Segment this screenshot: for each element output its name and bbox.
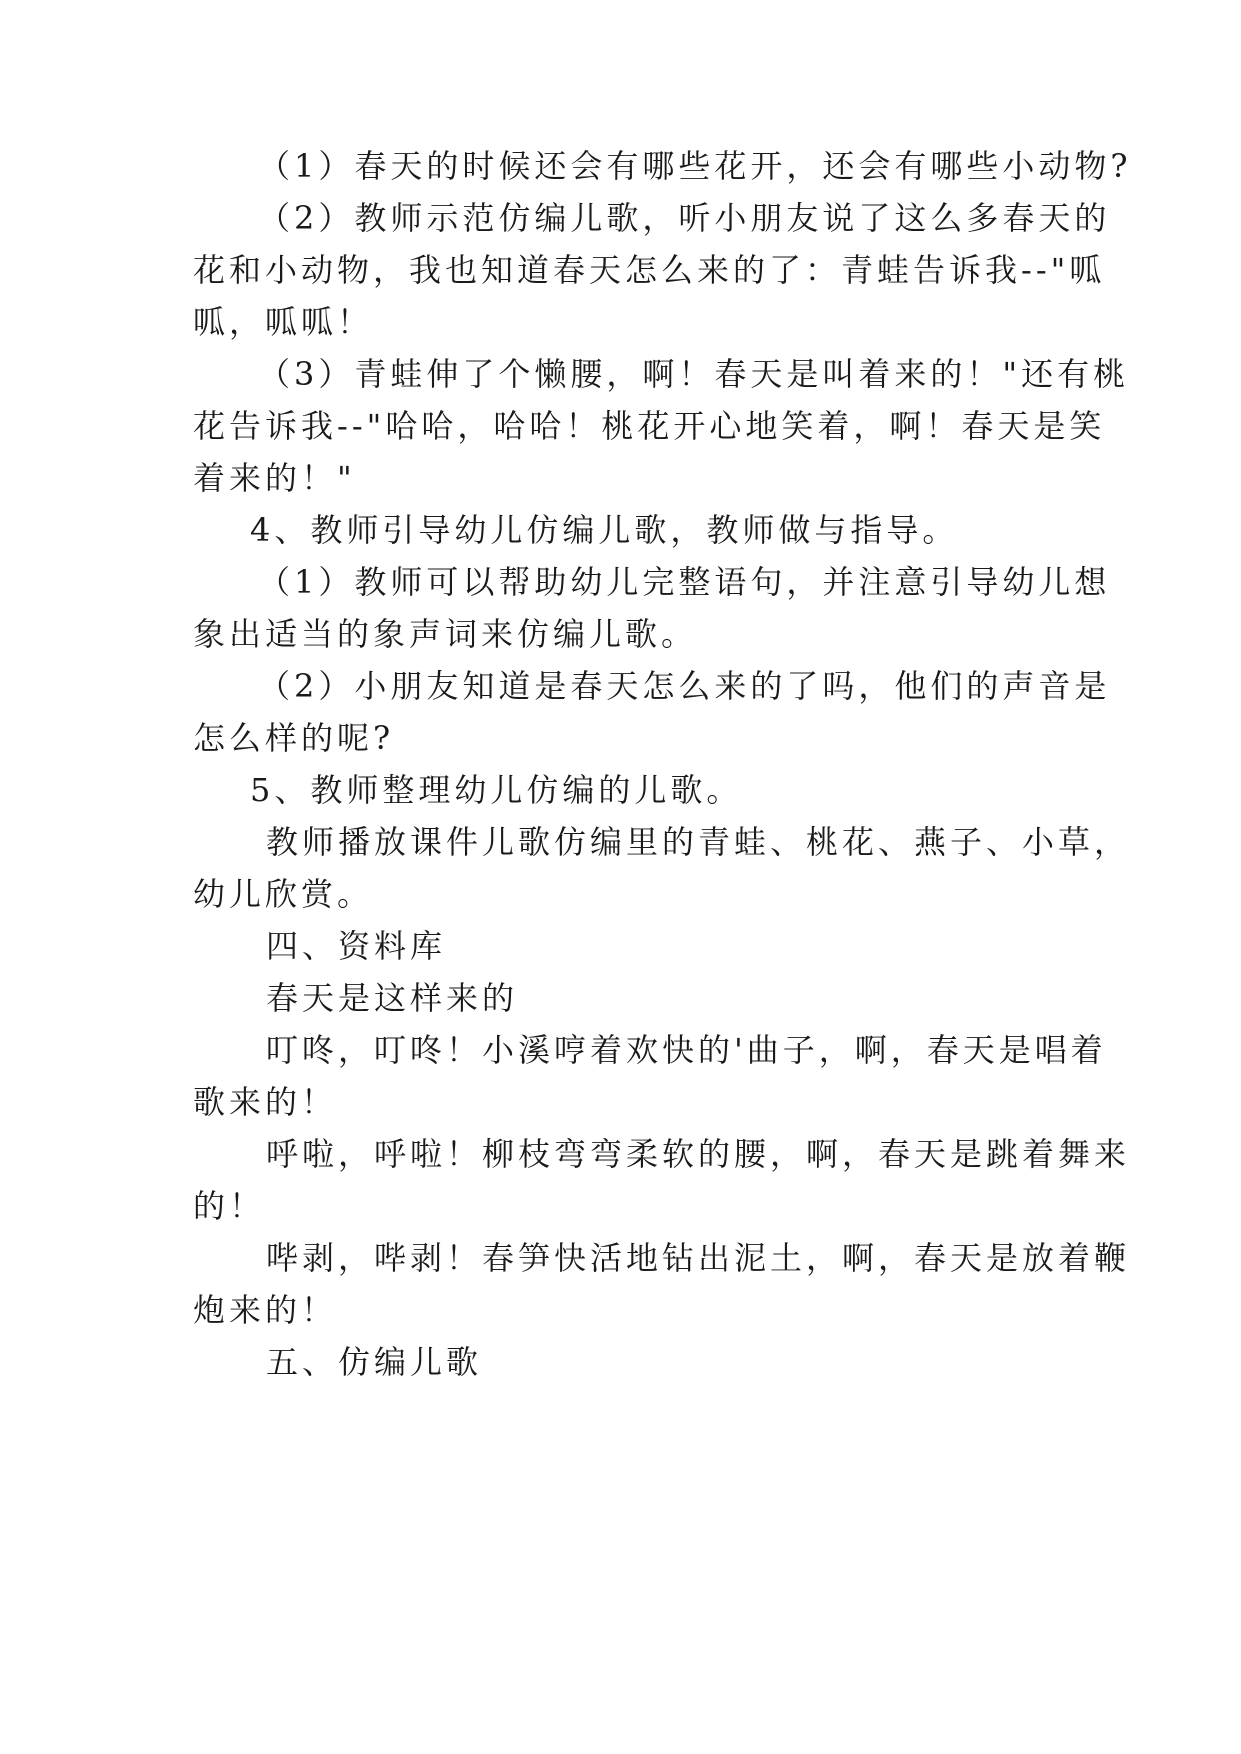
paragraph-line: 呱，呱呱！	[193, 303, 374, 341]
poem-line: 叮咚，叮咚！小溪哼着欢快的'曲子，啊，春天是唱着	[266, 1031, 1107, 1069]
section-heading: 五、仿编儿歌	[266, 1343, 483, 1381]
section-heading: 四、资料库	[266, 927, 447, 965]
poem-title: 春天是这样来的	[266, 979, 519, 1017]
paragraph-line: （3）青蛙伸了个懒腰，啊！春天是叫着来的！"还有桃	[258, 355, 1130, 393]
paragraph-line: 4、教师引导幼儿仿编儿歌，教师做与指导。	[250, 511, 959, 549]
paragraph-line: 着来的！"	[193, 459, 356, 497]
poem-line: 呼啦，呼啦！柳枝弯弯柔软的腰，啊，春天是跳着舞来	[266, 1135, 1131, 1173]
paragraph-line: 幼儿欣赏。	[193, 875, 374, 913]
paragraph-line: 5、教师整理幼儿仿编的儿歌。	[250, 771, 743, 809]
poem-line: 歌来的！	[193, 1083, 338, 1121]
paragraph-line: （1）教师可以帮助幼儿完整语句，并注意引导幼儿想	[258, 563, 1111, 601]
paragraph-line: （2）小朋友知道是春天怎么来的了吗，他们的声音是	[258, 667, 1111, 705]
poem-line: 哔剥，哔剥！春笋快活地钻出泥土，啊，春天是放着鞭	[266, 1239, 1131, 1277]
paragraph-line: （1）春天的时候还会有哪些花开，还会有哪些小动物?	[258, 147, 1132, 185]
paragraph-line: （2）教师示范仿编儿歌，听小朋友说了这么多春天的	[258, 199, 1111, 237]
poem-line: 的！	[193, 1187, 266, 1225]
paragraph-line: 象出适当的象声词来仿编儿歌。	[193, 615, 698, 653]
paragraph-line: 教师播放课件儿歌仿编里的青蛙、桃花、燕子、小草，	[266, 823, 1131, 861]
paragraph-line: 怎么样的呢?	[193, 719, 395, 757]
paragraph-line: 花告诉我--"哈哈，哈哈！桃花开心地笑着，啊！春天是笑	[193, 407, 1106, 445]
paragraph-line: 花和小动物，我也知道春天怎么来的了：青蛙告诉我--"呱	[193, 251, 1106, 289]
poem-line: 炮来的！	[193, 1291, 338, 1329]
